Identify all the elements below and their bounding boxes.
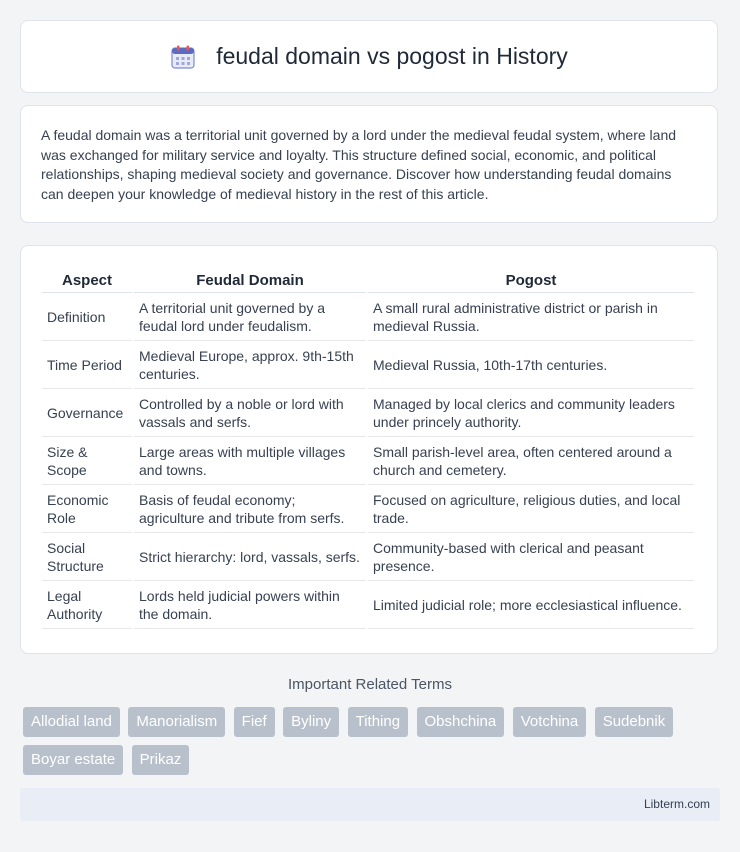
pogost-cell: Medieval Russia, 10th-17th centuries. (368, 343, 694, 389)
feudal-cell: A territorial unit governed by a feudal lord under feudalism. (134, 295, 366, 341)
table-row (42, 343, 694, 389)
aspect-cell: Legal Authority (42, 583, 132, 629)
table-row (42, 439, 694, 485)
pogost-cell: Managed by local clerics and community leaders under princely authority. (368, 391, 694, 437)
header-pogost: Pogost (368, 268, 694, 293)
related-term-tag[interactable]: Votchina (513, 707, 587, 737)
footer (20, 788, 720, 821)
header-aspect: Aspect (42, 268, 132, 293)
comparison-card (20, 245, 718, 654)
header-feudal-domain: Feudal Domain (134, 268, 366, 293)
aspect-cell: Social Structure (42, 535, 132, 581)
feudal-cell: Basis of feudal economy; agriculture and tribute from serfs. (134, 487, 366, 533)
calendar-icon (170, 44, 196, 70)
intro-card (20, 105, 718, 223)
related-term-tag[interactable]: Fief (234, 707, 275, 737)
feudal-cell: Medieval Europe, approx. 9th-15th centuries. (134, 343, 366, 389)
feudal-cell: Strict hierarchy: lord, vassals, serfs. (134, 535, 366, 581)
comparison-table (40, 266, 696, 631)
table-row (42, 535, 694, 581)
page-title: feudal domain vs pogost in History (216, 43, 568, 69)
related-term-tag[interactable]: Obshchina (417, 707, 505, 737)
table-row (42, 391, 694, 437)
pogost-cell: Small parish-level area, often centered around a church and cemetery. (368, 439, 694, 485)
aspect-cell: Economic Role (42, 487, 132, 533)
header-card (20, 20, 718, 93)
footer-brand[interactable]: Libterm.com (643, 797, 710, 811)
pogost-cell: Focused on agriculture, religious duties, and local trade. (368, 487, 694, 533)
related-term-tag[interactable]: Manorialism (128, 707, 225, 737)
aspect-cell: Governance (42, 391, 132, 437)
feudal-cell: Large areas with multiple villages and towns. (134, 439, 366, 485)
related-terms-title: Important Related Terms (288, 676, 452, 693)
pogost-cell: Limited judicial role; more ecclesiastical influence. (368, 583, 694, 629)
related-term-tag[interactable]: Prikaz (132, 745, 190, 775)
table-row (42, 487, 694, 533)
aspect-cell: Time Period (42, 343, 132, 389)
aspect-cell: Size & Scope (42, 439, 132, 485)
related-term-tag[interactable]: Boyar estate (23, 745, 123, 775)
related-term-tag[interactable]: Tithing (348, 707, 408, 737)
table-row (42, 295, 694, 341)
aspect-cell: Definition (42, 295, 132, 341)
related-terms-list (23, 707, 723, 783)
feudal-cell: Lords held judicial powers within the domain. (134, 583, 366, 629)
intro-text: A feudal domain was a territorial unit governed by a lord under the medieval feudal system, where land was exchanged for military service and loyalty. This structure defined social, economic, and political relationships, shaping medieval society and governance. Discover how understanding feudal domains can deepen your knowledge of medieval history in the rest of this article. (41, 127, 677, 202)
related-term-tag[interactable]: Sudebnik (595, 707, 674, 737)
pogost-cell: Community-based with clerical and peasant presence. (368, 535, 694, 581)
feudal-cell: Controlled by a noble or lord with vassals and serfs. (134, 391, 366, 437)
table-header-row (42, 268, 694, 293)
related-term-tag[interactable]: Byliny (283, 707, 339, 737)
pogost-cell: A small rural administrative district or parish in medieval Russia. (368, 295, 694, 341)
related-term-tag[interactable]: Allodial land (23, 707, 120, 737)
table-row (42, 583, 694, 629)
